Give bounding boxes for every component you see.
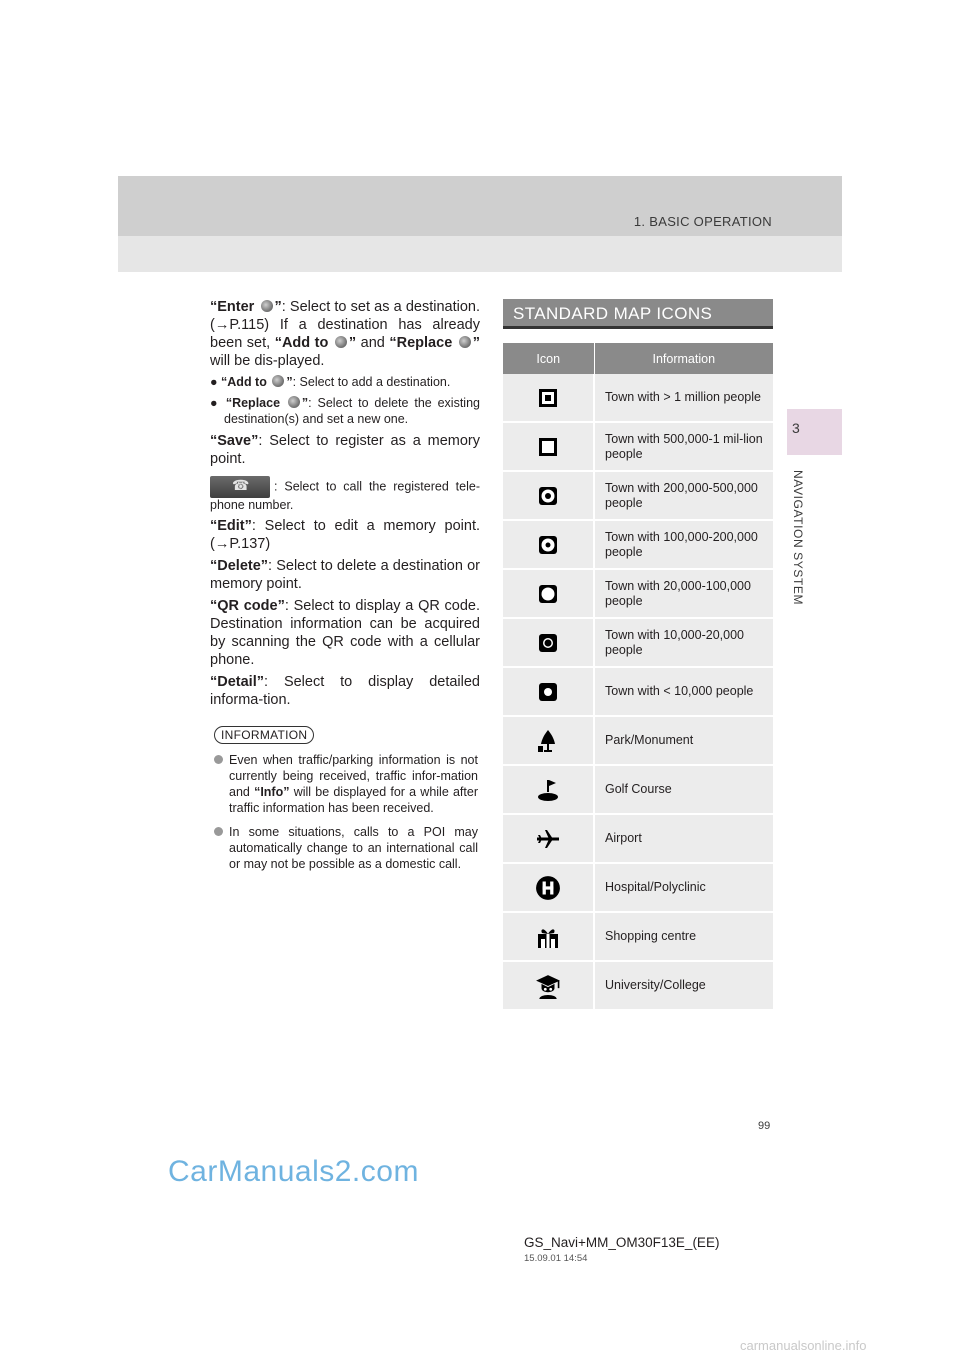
- col-info-header: Information: [594, 343, 773, 374]
- save-paragraph: [210, 432, 480, 468]
- poi-button-icon: [459, 336, 471, 348]
- icon-info: Town with 200,000-500,000 people: [594, 471, 773, 520]
- poi-button-icon: [288, 396, 300, 408]
- table-row: [503, 520, 773, 569]
- table-row: [503, 912, 773, 961]
- info-item2: In some situations, calls to a POI may automatically change to an international call or may not be possible as a domestic call.: [229, 825, 478, 871]
- information-box: [214, 726, 478, 872]
- table-row: [503, 716, 773, 765]
- watermark-logo: CarManuals2.com: [168, 1155, 419, 1188]
- table-row: [503, 667, 773, 716]
- information-label: INFORMATION: [214, 726, 314, 744]
- section-title: 1. BASIC OPERATION: [633, 214, 772, 229]
- icon-info: Town with 100,000-200,000 people: [594, 520, 773, 569]
- map-icons-table: [503, 343, 773, 1011]
- icon-info: Park/Monument: [594, 716, 773, 765]
- town-20k-icon: [538, 584, 558, 604]
- qr-text: : Select to display a QR code. Destination information can be acquired by scanning the QR code with a cellular phone.: [210, 598, 481, 668]
- town-1m-icon: [538, 388, 558, 408]
- icon-info: University/College: [594, 961, 773, 1010]
- print-timestamp: 15.09.01 14:54: [524, 1253, 588, 1264]
- icon-info: Town with 10,000-20,000 people: [594, 618, 773, 667]
- bullet-replace-label: “Replace: [225, 396, 281, 410]
- information-item: [214, 752, 478, 816]
- bullet-addto: ● “Add to ”: Select to add a destination.: [210, 375, 451, 389]
- bullet-replace-text: : Select to delete the existing destination(s) and set a new one.: [224, 396, 480, 426]
- detail-paragraph: [210, 673, 480, 709]
- table-row: [503, 765, 773, 814]
- addto-close: ”: [348, 335, 357, 351]
- info-item1-bold: “Info”: [254, 785, 290, 799]
- and-text: and: [360, 335, 385, 351]
- icon-info: Town with < 10,000 people: [594, 667, 773, 716]
- poi-button-icon: [335, 336, 347, 348]
- detail-text: : Select to display detailed informa-tion.: [210, 674, 480, 708]
- university-icon: [535, 973, 561, 999]
- bullet-replace-close: ”: [301, 396, 309, 410]
- table-row: [503, 618, 773, 667]
- icon-info: Hospital/Polyclinic: [594, 863, 773, 912]
- enter-tail: will be dis-played.: [210, 353, 325, 369]
- table-row: [503, 422, 773, 471]
- phone-text: : Select to call the registered tele-phone number.: [210, 479, 480, 512]
- edit-label: “Edit”: [210, 518, 252, 534]
- icon-info: Town with > 1 million people: [594, 374, 773, 422]
- shopping-centre-icon: [536, 925, 560, 949]
- phone-button-icon: ☎: [210, 476, 270, 498]
- table-row: [503, 569, 773, 618]
- town-10k-icon: [538, 633, 558, 653]
- col-icon-header: Icon: [503, 343, 594, 374]
- icon-info: Golf Course: [594, 765, 773, 814]
- golf-course-icon: [536, 778, 560, 802]
- bullet-addto-close: ”: [286, 375, 293, 389]
- icon-info: Shopping centre: [594, 912, 773, 961]
- town-100k-icon: [538, 535, 558, 555]
- addto-label: “Add to: [274, 335, 329, 351]
- bullet-dot-icon: [214, 755, 223, 764]
- bullet-replace: ● “Replace ”: Select to delete the existing destination(s) and set a new one.: [210, 396, 480, 426]
- icon-info: Airport: [594, 814, 773, 863]
- watermark-text: carmanualsonline.info: [740, 1338, 867, 1353]
- hospital-icon: [535, 875, 561, 901]
- town-200k-icon: [538, 486, 558, 506]
- icon-info: Town with 20,000-100,000 people: [594, 569, 773, 618]
- bullet-dot-icon: [214, 827, 223, 836]
- table-header-row: [503, 343, 773, 374]
- left-column: [210, 298, 480, 713]
- airport-icon: [536, 827, 560, 851]
- edit-paragraph: [210, 517, 480, 553]
- replace-label: “Replace: [389, 335, 453, 351]
- information-item: [214, 824, 478, 872]
- save-label: “Save”: [210, 433, 259, 449]
- table-row: [503, 961, 773, 1010]
- delete-paragraph: [210, 557, 480, 593]
- chapter-number: 3: [792, 420, 800, 436]
- table-row: [503, 863, 773, 912]
- table-row: [503, 471, 773, 520]
- save-text: : Select to register as a memory point.: [210, 433, 480, 467]
- edit-text: : Select to edit a memory point. (→P.137): [210, 518, 480, 552]
- qr-label: “QR code”: [210, 598, 285, 614]
- town-500k-icon: [538, 437, 558, 457]
- detail-label: “Detail”: [210, 674, 264, 690]
- icon-info: Town with 500,000-1 mil-lion people: [594, 422, 773, 471]
- enter-text: : Select to set as a destination. (→P.115) If a destination has already been set,: [210, 299, 481, 351]
- phone-paragraph: [210, 476, 480, 513]
- enter-label: “Enter: [210, 299, 255, 315]
- qr-paragraph: [210, 597, 480, 669]
- table-row: [503, 374, 773, 422]
- town-small-icon: [538, 682, 558, 702]
- bullet-addto-label: “Add to: [221, 375, 267, 389]
- enter-paragraph: [210, 298, 480, 370]
- standard-map-icons-title: STANDARD MAP ICONS: [503, 299, 773, 329]
- delete-text: : Select to delete a destination or memory point.: [210, 558, 480, 592]
- chapter-label: NAVIGATION SYSTEM: [791, 470, 805, 606]
- delete-label: “Delete”: [210, 558, 269, 574]
- document-code: GS_Navi+MM_OM30F13E_(EE): [524, 1235, 720, 1250]
- park-monument-icon: [536, 729, 560, 753]
- replace-close: ”: [472, 335, 481, 351]
- table-row: [503, 814, 773, 863]
- poi-button-icon: [272, 375, 284, 387]
- poi-button-icon: [261, 300, 273, 312]
- bullet-addto-text: : Select to add a destination.: [292, 375, 451, 389]
- info-item1-post: will be displayed for a while after traffic information has been received.: [229, 785, 478, 815]
- page-number: 99: [758, 1120, 771, 1132]
- enter-close: ”: [274, 299, 282, 315]
- info-item1-pre: Even when traffic/parking information is not currently being received, traffic infor-mation and: [229, 753, 478, 799]
